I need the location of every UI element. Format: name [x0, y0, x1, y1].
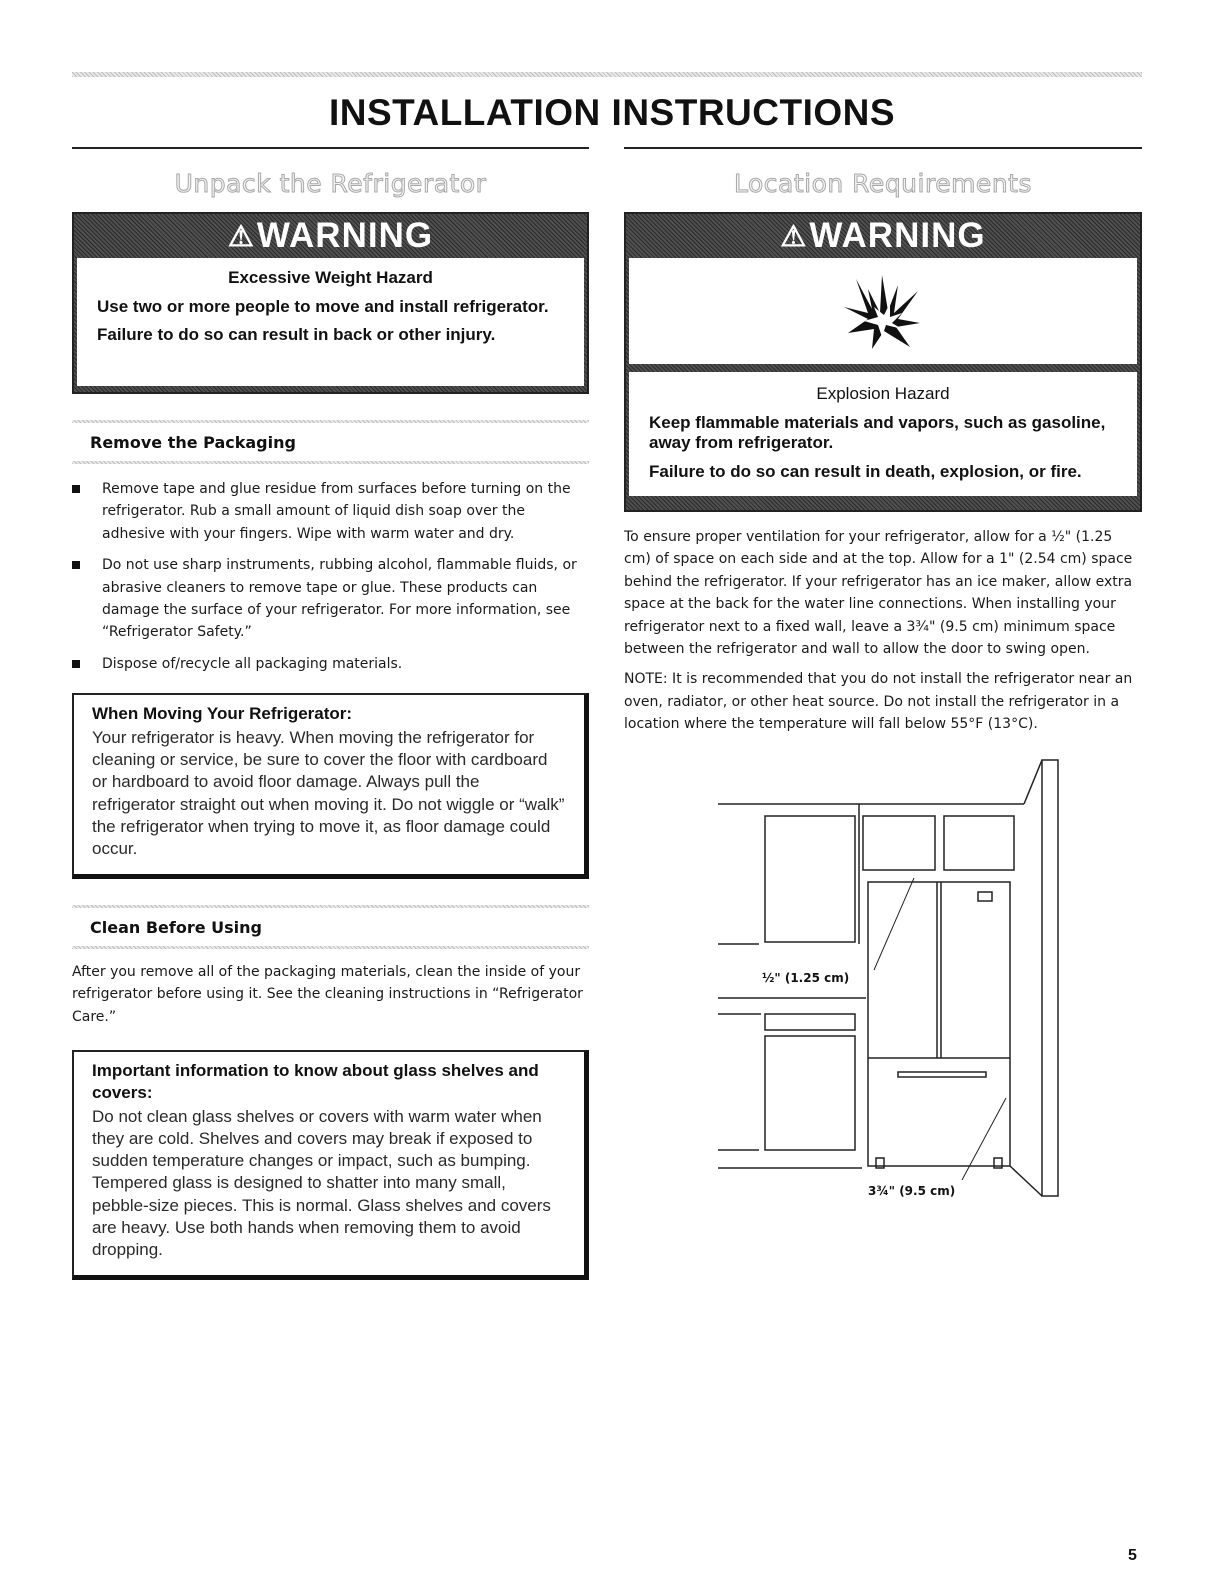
moving-box-text: Your refrigerator is heavy. When moving the refrigerator for cleaning or service, be sure to cover the floor with cardboard or hardboard to avoid floor damage. Always pull the refrigerator straight out when moving it. Do not wiggle or “walk” the refrigerator when trying to move it, as floor damage could occur.: [92, 728, 565, 858]
warning-header: [626, 214, 1140, 258]
subhead-bar: [72, 905, 589, 908]
explosion-icon-area: [629, 258, 1137, 364]
lower-cabinet-door: [765, 1036, 855, 1150]
subhead-bar: [72, 946, 589, 949]
list-item: Remove tape and glue residue from surfaces before turning on the refrigerator. Rub a small amount of liquid dish soap over the adhesive with your fingers. Wipe with warm water and dry.: [72, 478, 589, 545]
clean-heading: Clean Before Using: [90, 917, 262, 937]
warning-line: Keep flammable materials and vapors, such as gasoline, away from refrigerator.: [649, 412, 1106, 453]
wall-clearance-label: 3¾" (9.5 cm): [868, 1184, 956, 1198]
wall-perspective: [1024, 760, 1042, 804]
warning-body: [629, 372, 1137, 496]
hazard-title: Excessive Weight Hazard: [228, 268, 433, 287]
side-wall: [1042, 760, 1058, 1196]
packaging-list: [72, 478, 589, 675]
location-section-title: Location Requirements: [734, 169, 1032, 198]
top-rule: [72, 72, 1142, 77]
warning-line: Use two or more people to move and install refrigerator.: [97, 296, 549, 316]
note-paragraph: [624, 668, 1142, 735]
wall-perspective: [1010, 1166, 1042, 1196]
drawer: [765, 1014, 855, 1030]
upper-cabinet-door: [863, 816, 935, 870]
warning-line: Failure to do so can result in death, explosion, or fire.: [649, 462, 1082, 482]
ventilation-text: To ensure proper ventilation for your refrigerator, allow for a ½" (1.25 cm) of space on each side and at the top. Allow for a 1" (2.54 cm) space behind the refrigerator. If your refrigerator has an ice maker, allow extra space at the back for the water line connections. When installing your refrigerator next to a fixed wall, leave a 3¾" (9.5 cm) minimum space between the refrigerator and wall to allow the door to swing open.: [624, 529, 1133, 657]
explosion-icon: [838, 269, 928, 353]
remove-packaging-heading: Remove the Packaging: [90, 433, 296, 452]
freezer-handle: [898, 1072, 986, 1077]
warning-label: WARNING: [809, 216, 986, 255]
page-title: INSTALLATION INSTRUCTIONS: [328, 92, 896, 133]
right-column-rule: [624, 147, 1142, 149]
warning-body: [77, 258, 584, 386]
glass-box-title: Important information to know about glass shelves and covers:: [92, 1060, 539, 1103]
moving-info-box: [72, 693, 589, 879]
clean-text: After you remove all of the packaging materials, clean the inside of your refrigerator before using it. See the cleaning instructions in “Refrigerator Care.”: [72, 963, 583, 1025]
explosion-warning-box: [624, 212, 1142, 512]
warning-triangle-icon: ⚠: [227, 220, 255, 253]
left-column-rule: [72, 147, 589, 149]
moving-box-title: When Moving Your Refrigerator:: [92, 704, 353, 724]
glass-info-box: [72, 1050, 589, 1280]
clearance-diagram: [716, 758, 1062, 1198]
unpack-section-title: Unpack the Refrigerator: [174, 169, 487, 198]
warning-label: WARNING: [256, 216, 434, 255]
leader-line: [874, 878, 914, 970]
list-item: Do not use sharp instruments, rubbing alcohol, flammable fluids, or abrasive cleaners to remove tape or glue. These products can damage the surface of your refrigerator. For more information, see “Refrigerator Safety.”: [72, 554, 589, 644]
fridge-display: [978, 892, 992, 901]
hazard-title: Explosion Hazard: [816, 384, 950, 403]
upper-cabinet-door: [944, 816, 1014, 870]
warning-triangle-icon: ⚠: [780, 220, 808, 253]
upper-cabinet-door: [765, 816, 855, 942]
left-column: [72, 147, 589, 1280]
list-item: Dispose of/recycle all packaging materials.: [72, 653, 589, 675]
glass-box-text: Do not clean glass shelves or covers with warm water when they are cold. Shelves and covers may break if exposed to sudden temperature changes or impact, such as bumping. Tempered glass is designed to shatter into many small, pebble-size pieces. This is normal. Glass shelves and covers are heavy. Use both hands when removing them to avoid dropping.: [92, 1107, 551, 1259]
refrigerator-outline: [868, 882, 1010, 1166]
weight-warning-box: [72, 212, 589, 394]
warning-header: [74, 214, 587, 258]
warning-line: Failure to do so can result in back or other injury.: [97, 325, 496, 345]
right-column: [624, 147, 1142, 736]
note-label: NOTE:: [624, 671, 668, 688]
subhead-bar: [72, 461, 589, 464]
subhead-bar: [72, 420, 589, 423]
note-text: It is recommended that you do not install the refrigerator near an oven, radiator, or other heat source. Do not install the refrigerator in a location where the temperature will fall below 55°F (13°C).: [624, 671, 1133, 733]
side-clearance-label: ½" (1.25 cm): [762, 971, 850, 985]
page-number: 5: [1128, 1547, 1137, 1564]
